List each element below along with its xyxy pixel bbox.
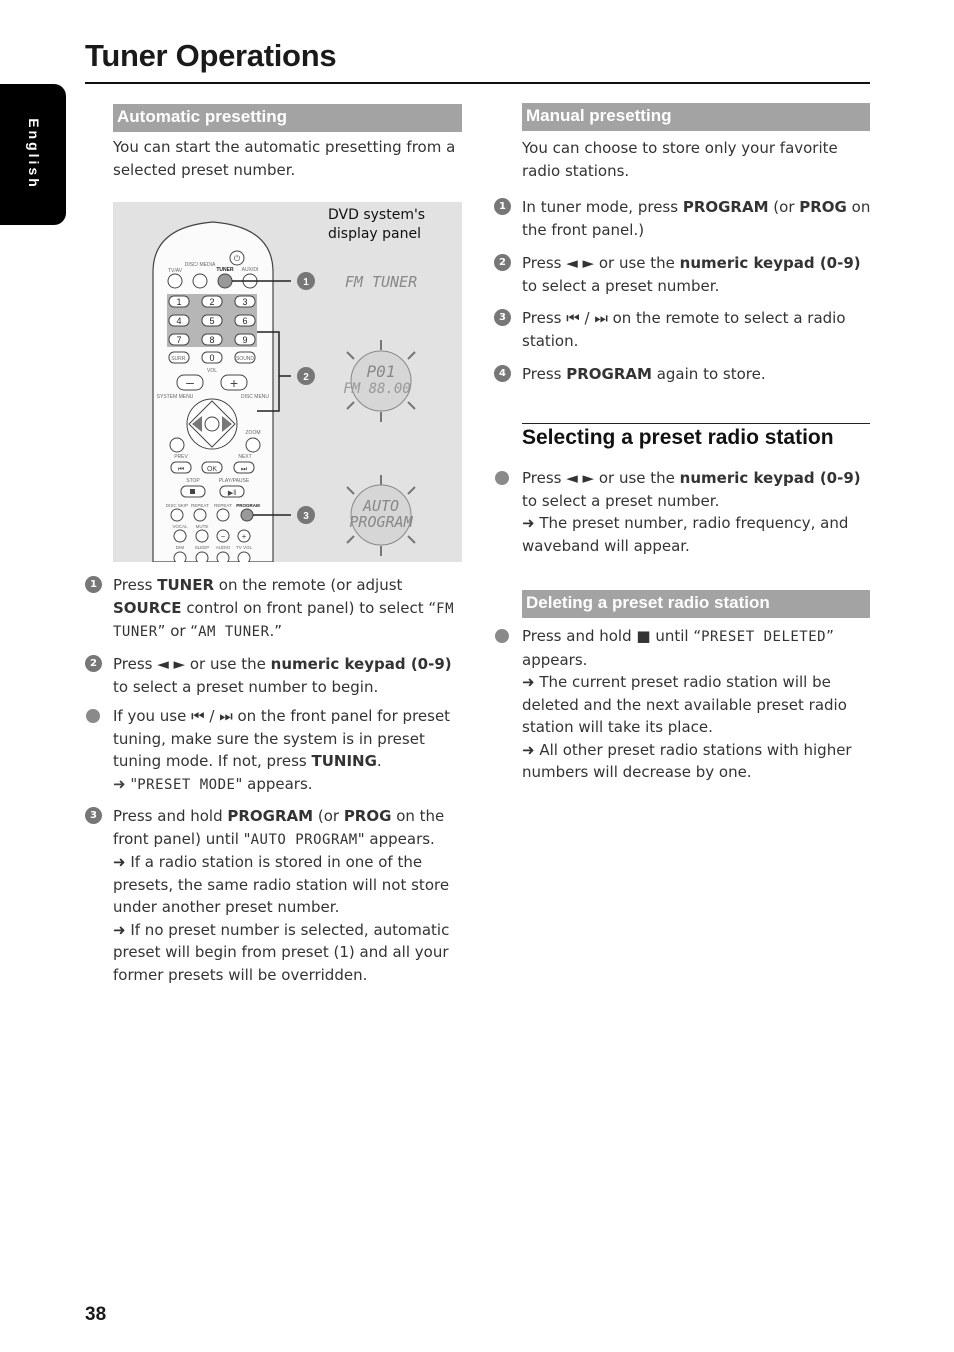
program-button-shape [241, 509, 253, 521]
step-badge: 3 [494, 309, 511, 326]
preset-deleted-display-text: PRESET DELETED [701, 629, 827, 645]
tuner-keyword: TUNER [157, 576, 215, 594]
display-frequency: FM 88.00 [343, 381, 411, 397]
display-auto: AUTO [362, 497, 400, 515]
page-number: 38 [85, 1304, 107, 1325]
figure-caption-line-1: DVD system's [328, 207, 426, 223]
keypad-label-9: 9 [242, 335, 248, 345]
keypad-label-5: 5 [209, 316, 215, 326]
figure-caption-line-2: display panel [328, 226, 422, 242]
automatic-presetting-intro: You can start the automatic presetting from a selected preset number. [113, 138, 456, 179]
keypad-label-4: 4 [176, 316, 182, 326]
automatic-presetting-heading: Automatic presetting [113, 104, 462, 132]
label-disc-media: DISC/ MEDIA [184, 262, 216, 268]
bullet-dot [495, 471, 509, 485]
auto-program-display-text: AUTO PROGRAM [250, 831, 358, 848]
numeric-keypad [169, 296, 255, 345]
step-badge: 3 [85, 807, 102, 824]
select-note: ➜ The preset number, radio frequency, and waveband will appear. [522, 514, 849, 555]
svg-text:+: + [229, 375, 239, 391]
bullet-dot [495, 629, 509, 643]
svg-text:▶‖: ▶‖ [227, 490, 237, 497]
program-keyword: PROGRAM [227, 807, 314, 825]
auto-step-3-note-2: ➜ If no preset number is selected, automatic preset will begin from preset (1) and all your former presets will be overridden. [113, 920, 450, 984]
language-tab [0, 84, 66, 225]
deleting-preset-heading: Deleting a preset radio station [522, 590, 870, 618]
tuner-button-shape [218, 274, 232, 288]
selecting-preset-heading: Selecting a preset radio station [522, 426, 834, 449]
delete-note-2: ➜ All other preset radio stations with higher numbers will decrease by one. [522, 740, 852, 781]
title-rule [85, 82, 870, 84]
label-program: PROGRAM [236, 503, 260, 508]
prog-keyword: PROG [343, 807, 392, 825]
language-tab-label: English [26, 118, 42, 190]
label-surr: SURR. [171, 356, 187, 362]
label-play-pause: PLAY/PAUSE [218, 478, 250, 484]
manual-step-4-text: Press PROGRAM again to store. [522, 365, 766, 383]
step-badge: 4 [494, 365, 511, 382]
label-zoom: ZOOM [245, 430, 261, 436]
manual-step-2-text: Press ◄ ► or use the numeric keypad (0-9) to select a preset number. [522, 254, 861, 295]
svg-text:3: 3 [303, 511, 309, 522]
svg-text:⏮: ⏮ [177, 466, 185, 473]
keypad-label-8: 8 [209, 335, 215, 345]
label-aux: AUX/DI [241, 267, 259, 273]
display-program: PROGRAM [349, 513, 413, 531]
auto-step-3-text: Press and hold PROGRAM (or PROG on the front panel) until "AUTO PROGRAM" appears. ➜ If a radio station is stored in one of the presets, the same radio station will not store under another preset number. ➜ If no preset number is selected, automatic preset will begin from preset (1) and all your former presets will be overridden. [113, 807, 450, 984]
keypad-label-7: 7 [176, 335, 182, 345]
label-dim: DIM [175, 545, 185, 550]
fm-tuner-display-text: FM TUNER [113, 600, 455, 640]
prog-keyword: PROG [799, 198, 847, 216]
page-title: Tuner Operations [85, 38, 337, 73]
auto-step-2-text: Press ◄ ► or use the numeric keypad (0-9) to select a preset number to begin. [113, 655, 452, 696]
label-disc-menu: DISC MENU [240, 394, 270, 400]
manual-step-1-text: In tuner mode, press PROGRAM (or PROG on the front panel.) [522, 198, 871, 239]
label-disc-skip: DISC SKIP [165, 503, 189, 508]
keypad-label-3: 3 [242, 297, 248, 307]
program-keyword: PROGRAM [682, 198, 769, 216]
label-sleep: SLEEP [194, 545, 210, 550]
source-keyword: SOURCE [113, 598, 182, 617]
label-tv-vol: TV VOL [235, 545, 253, 550]
keypad-label-1: 1 [176, 297, 182, 307]
section-rule [522, 423, 870, 424]
preset-mode-display-text: PRESET MODE [137, 776, 236, 793]
manual-presetting-intro: You can choose to store only your favorite radio stations. [522, 139, 838, 180]
label-ok: OK [206, 466, 218, 473]
tuning-keyword: TUNING [311, 752, 377, 770]
auto-note-text: If you use ⏮ / ⏭ on the front panel for preset tuning, make sure the system is in preset tuning mode. If not, press TUNING. ➜ "PRESET MODE" appears. [113, 707, 451, 793]
select-bullet-text: Press ◄ ► or use the numeric keypad (0-9) to select a preset number. ➜ The preset number, radio frequency, and waveband will appear. [522, 469, 861, 555]
numeric-keypad-keyword: numeric keypad (0-9) [679, 254, 861, 272]
step-badge: 2 [494, 254, 511, 271]
auto-step-3-note-1: ➜ If a radio station is stored in one of the presets, the same radio station will not store under another preset number. [113, 853, 450, 916]
svg-text:2: 2 [303, 372, 309, 383]
delete-note-1: ➜ The current preset radio station will be deleted and the next available preset radio station will take its place. [522, 673, 847, 736]
label-tuner: TUNER [216, 267, 234, 273]
svg-text:+: + [241, 532, 247, 541]
key-0: 0 [209, 353, 215, 363]
svg-text:−: − [220, 532, 226, 541]
label-audio: AUDIO [215, 545, 231, 550]
label-repeat: REPEAT [214, 503, 232, 508]
remote-drawing [113, 202, 462, 562]
label-vol: VOL [206, 368, 218, 374]
svg-text:–: – [186, 374, 194, 390]
numeric-keypad-keyword: numeric keypad (0-9) [679, 469, 861, 487]
bullet-dot [86, 709, 100, 723]
label-vocal: VOCAL [172, 524, 188, 529]
manual-presetting-heading: Manual presetting [522, 103, 870, 131]
label-tv-av: TV/AV [167, 268, 183, 274]
numeric-keypad-keyword: numeric keypad (0-9) [270, 655, 452, 673]
display-fm-tuner: FM TUNER [344, 273, 418, 291]
step-badge: 2 [85, 655, 102, 672]
remote-illustration [113, 202, 462, 562]
am-tuner-display-text: AM TUNER [198, 624, 270, 640]
label-sound: SOUND [235, 356, 255, 362]
delete-bullet-text: Press and hold ■ until “PRESET DELETED” appears. ➜ The current preset radio station will be deleted and the next available preset radio station will take its place. ➜ All other preset radio stations with higher numbers will decrease by one. [522, 627, 852, 781]
keypad-label-6: 6 [242, 316, 248, 326]
label-mute: MUTE [195, 524, 209, 529]
svg-text:REPEAT: REPEAT [191, 503, 209, 508]
step-badge: 1 [85, 576, 102, 593]
svg-text:1: 1 [303, 277, 309, 288]
label-prev: PREV [174, 454, 188, 460]
label-stop: STOP [186, 478, 200, 484]
keypad-label-2: 2 [209, 297, 215, 307]
label-system-menu: SYSTEM MENU [156, 394, 194, 400]
step-badge: 1 [494, 198, 511, 215]
label-next: NEXT [238, 454, 252, 460]
manual-step-3-text: Press ⏮ / ⏭ on the remote to select a radio station. [522, 309, 846, 350]
display-preset-number: P01 [366, 362, 396, 381]
program-keyword: PROGRAM [566, 365, 652, 383]
svg-text:⏭: ⏭ [240, 466, 248, 473]
svg-text:⏻: ⏻ [233, 254, 241, 263]
auto-step-1-text: Press TUNER on the remote (or adjust SOURCE control on front panel) to select “FM TUNER” or “AM TUNER.” [113, 576, 455, 640]
